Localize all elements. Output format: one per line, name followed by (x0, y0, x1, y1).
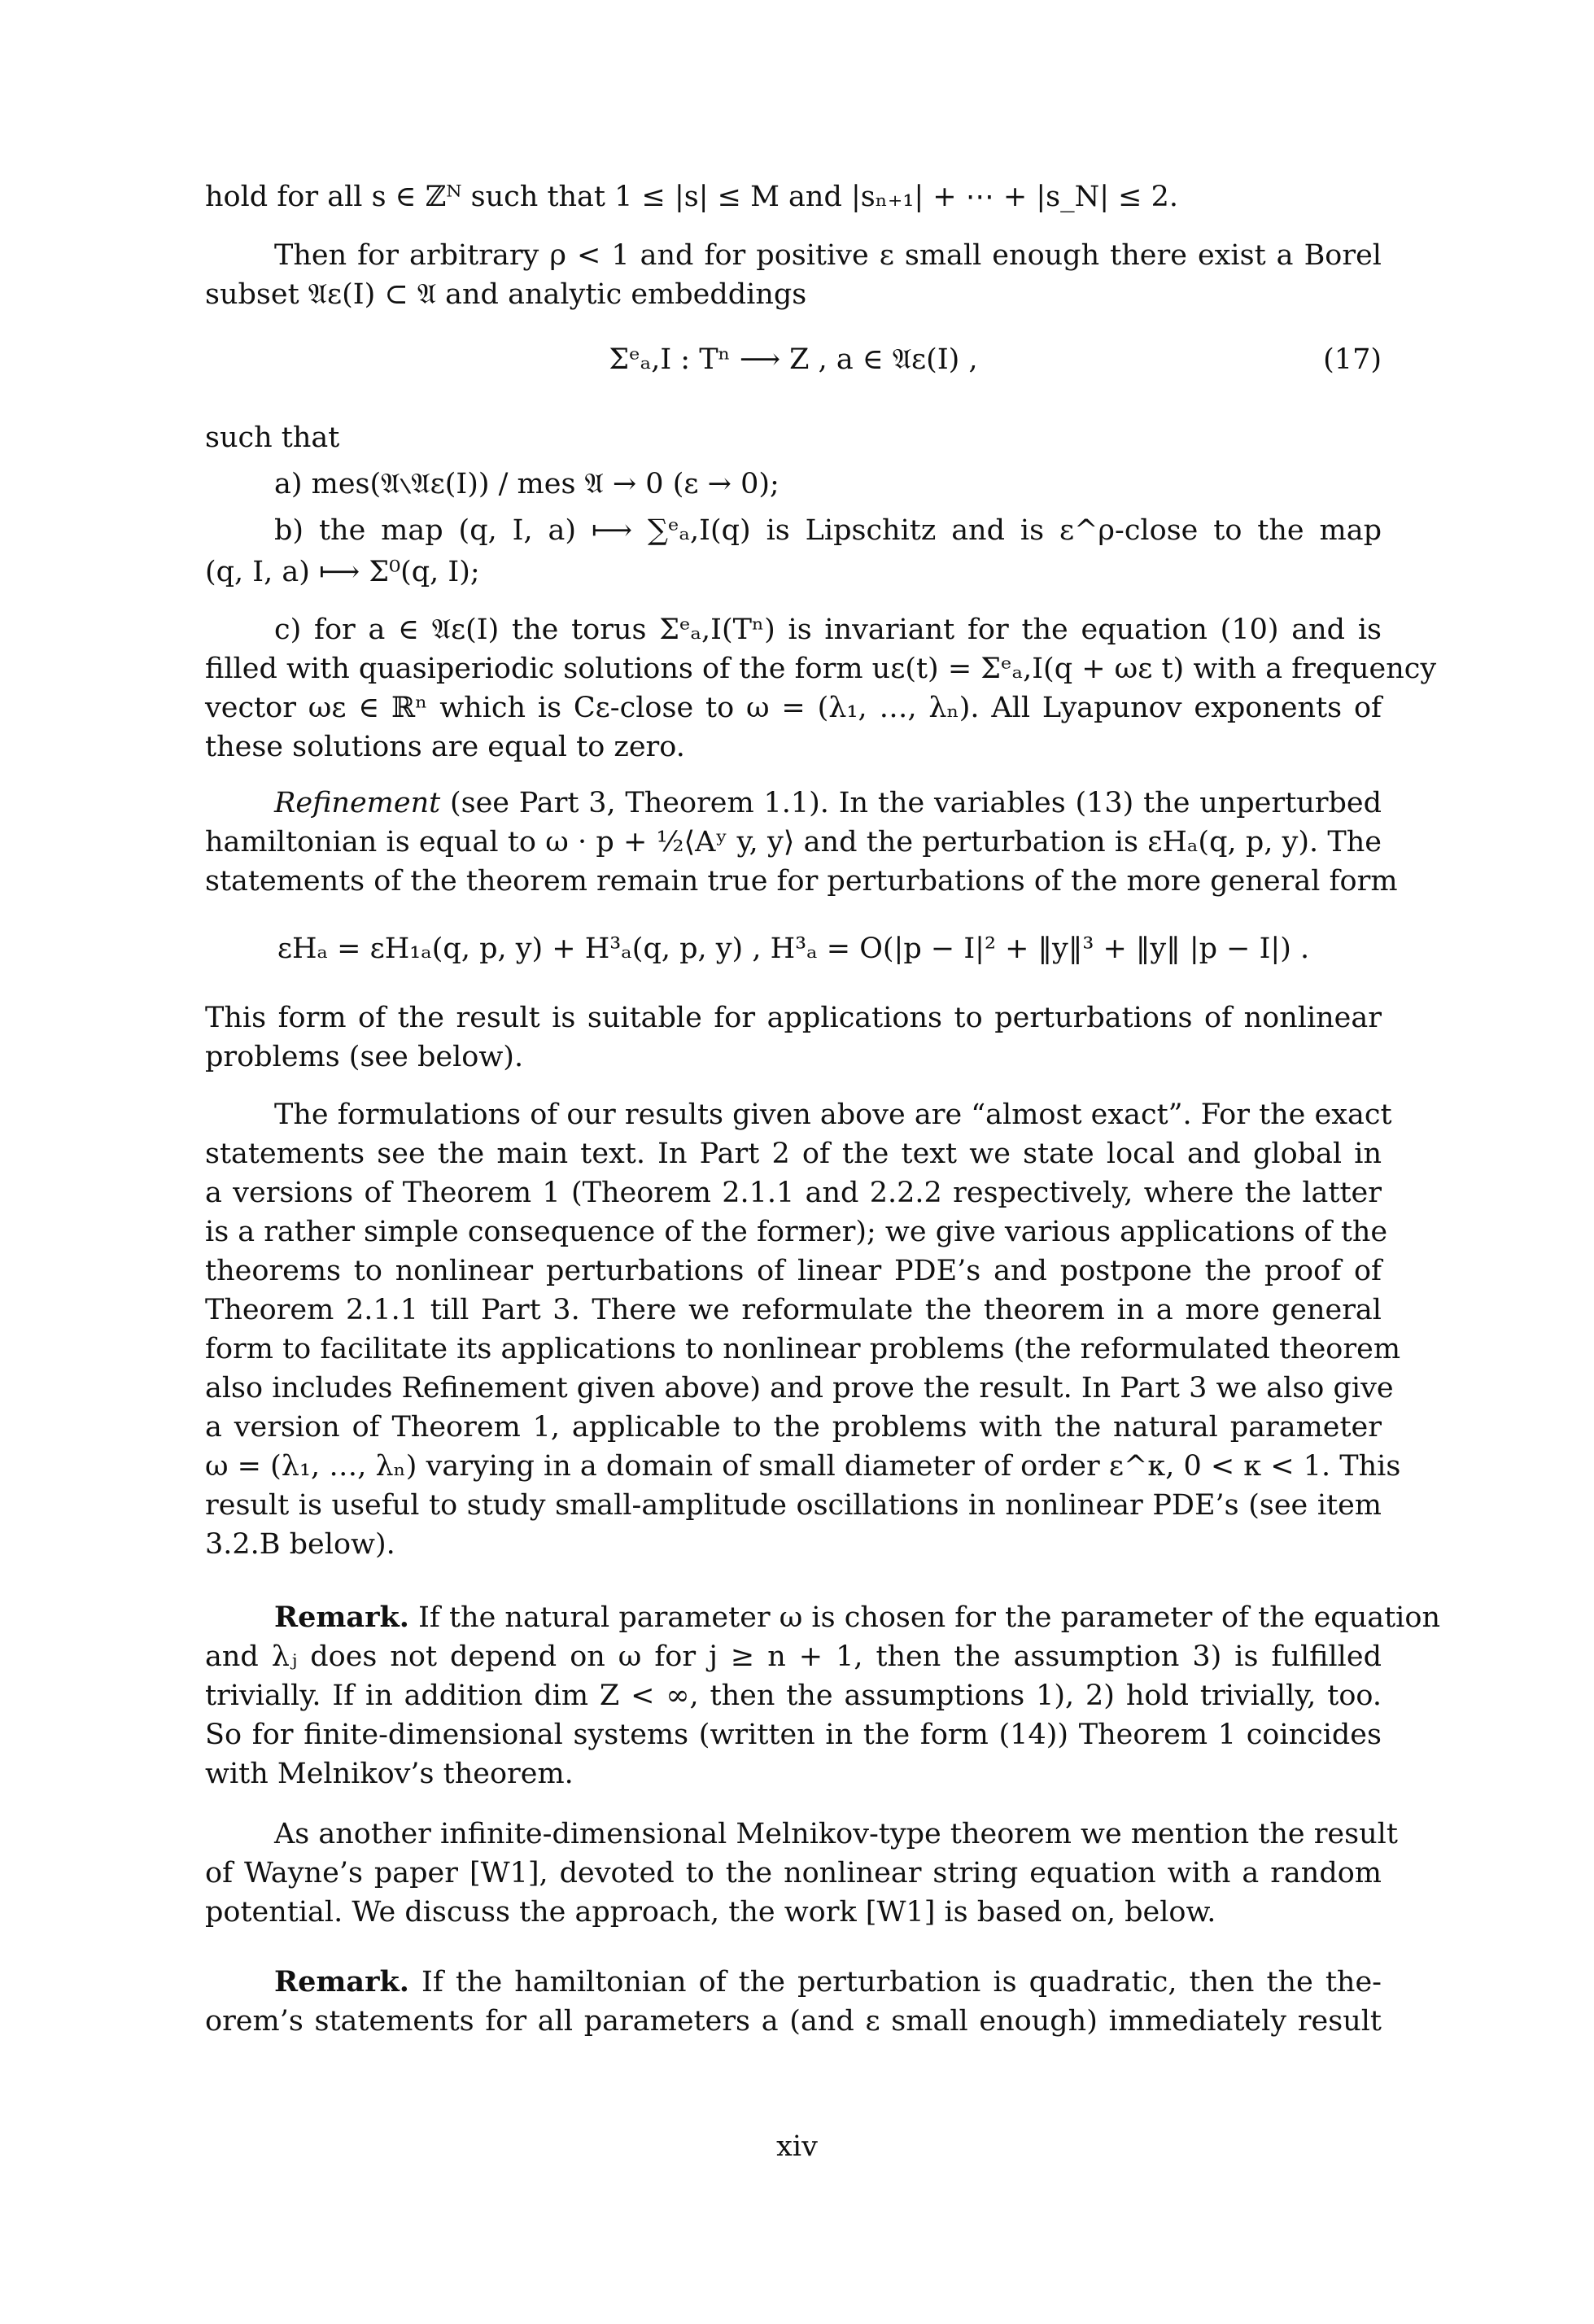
text-line: (q, I, a) ⟼ Σ⁰(q, I); (205, 556, 480, 588)
text-line: and λⱼ does not depend on ω for j ≥ n + 1, then the assumption 3) is fulfilled (205, 1640, 1382, 1673)
equation-17 (205, 340, 1382, 379)
text-line: subset 𝔄ε(I) ⊂ 𝔄 and analytic embeddings (205, 278, 807, 311)
text-line: b) the map (q, I, a) ⟼ ∑ᵉₐ,I(q) is Lipschitz and is ε^ρ-close to the map (274, 514, 1382, 547)
page-number: xiv (776, 2130, 818, 2163)
text-line: ω = (λ₁, …, λₙ) varying in a domain of small diameter of order ε^κ, 0 < κ < 1. This (205, 1450, 1401, 1483)
text-line: is a rather simple consequence of the former); we give various applications of the (205, 1216, 1388, 1248)
refinement-heading: Refinement (274, 787, 441, 819)
text-line: theorems to nonlinear perturbations of linear PDE’s and postpone the proof of (205, 1255, 1382, 1287)
text-line: This form of the result is suitable for applications to perturbations of nonlinear (205, 1002, 1382, 1034)
remark-heading: Remark. (274, 1965, 409, 1999)
text-line: form to facilitate its applications to nonlinear problems (the reformulated theorem (205, 1333, 1401, 1365)
equation-number: (17) (1323, 343, 1382, 376)
equation-perturbation: εHₐ = εH₁ₐ(q, p, y) + H³ₐ(q, p, y) , H³ₐ = O(|p − I|² + ‖y‖³ + ‖y‖ |p − I|) . (277, 933, 1310, 965)
text-line: such that (205, 422, 340, 454)
text-line: result is useful to study small-amplitude oscillations in nonlinear PDE’s (see item (205, 1489, 1382, 1522)
text-line: statements of the theorem remain true for perturbations of the more general form (205, 865, 1398, 898)
text-line: hamiltonian is equal to ω · p + ½⟨Aʸ y, y⟩ and the perturbation is εHₐ(q, p, y). The (205, 826, 1382, 858)
text-line: Remark. If the hamiltonian of the perturbation is quadratic, then the the- (274, 1965, 1382, 1999)
text-line: orem’s statements for all parameters a (and ε small enough) immediately result (205, 2005, 1382, 2038)
text-line: As another infinite-dimensional Melnikov-type theorem we mention the result (274, 1818, 1398, 1850)
text-line: Then for arbitrary ρ < 1 and for positive ε small enough there exist a Borel (274, 239, 1382, 272)
text-line: The formulations of our results given above are “almost exact”. For the exact (274, 1099, 1392, 1131)
text-line: also includes Refinement given above) and prove the result. In Part 3 we also give (205, 1372, 1394, 1404)
text-line: a version of Theorem 1, applicable to the problems with the natural parameter (205, 1411, 1382, 1444)
text-line: So for finite-dimensional systems (written in the form (14)) Theorem 1 coincides (205, 1719, 1382, 1751)
text-line: Theorem 2.1.1 till Part 3. There we reformulate the theorem in a more general (205, 1294, 1382, 1326)
text-line: of Wayne’s paper [W1], devoted to the nonlinear string equation with a random (205, 1857, 1382, 1889)
remark-heading: Remark. (274, 1601, 409, 1634)
text-line: potential. We discuss the approach, the work [W1] is based on, below. (205, 1896, 1216, 1929)
text-line: Refinement (see Part 3, Theorem 1.1). In the variables (13) the unperturbed (274, 787, 1382, 819)
text-line: with Melnikov’s theorem. (205, 1758, 574, 1790)
text-line: vector ωε ∈ ℝⁿ which is Cε-close to ω = (λ₁, …, λₙ). All Lyapunov exponents of (205, 692, 1382, 724)
text-line: filled with quasiperiodic solutions of the form uε(t) = Σᵉₐ,I(q + ωε t) with a frequency (205, 653, 1437, 685)
text-line: c) for a ∈ 𝔄ε(I) the torus Σᵉₐ,I(Tⁿ) is invariant for the equation (10) and is (274, 614, 1382, 646)
text-line: problems (see below). (205, 1041, 524, 1073)
text-line: statements see the main text. In Part 2 of the text we state local and global in (205, 1138, 1382, 1170)
text-line: Remark. If the natural parameter ω is chosen for the parameter of the equation (274, 1601, 1440, 1634)
text-line: a) mes(𝔄∖𝔄ε(I)) / mes 𝔄 → 0 (ε → 0); (274, 468, 780, 500)
text-line: hold for all s ∈ ℤᴺ such that 1 ≤ |s| ≤ M and |sₙ₊₁| + ⋯ + |s_N| ≤ 2. (205, 181, 1178, 213)
text-line: 3.2.B below). (205, 1528, 395, 1561)
text-line: trivially. If in addition dim Z < ∞, then the assumptions 1), 2) hold trivially, too. (205, 1680, 1382, 1712)
equation-body: Σᵉₐ,I : Tⁿ ⟶ Z , a ∈ 𝔄ε(I) , (609, 343, 978, 376)
text-line: a versions of Theorem 1 (Theorem 2.1.1 and 2.2.2 respectively, where the latter (205, 1177, 1382, 1209)
text-line: these solutions are equal to zero. (205, 731, 685, 763)
